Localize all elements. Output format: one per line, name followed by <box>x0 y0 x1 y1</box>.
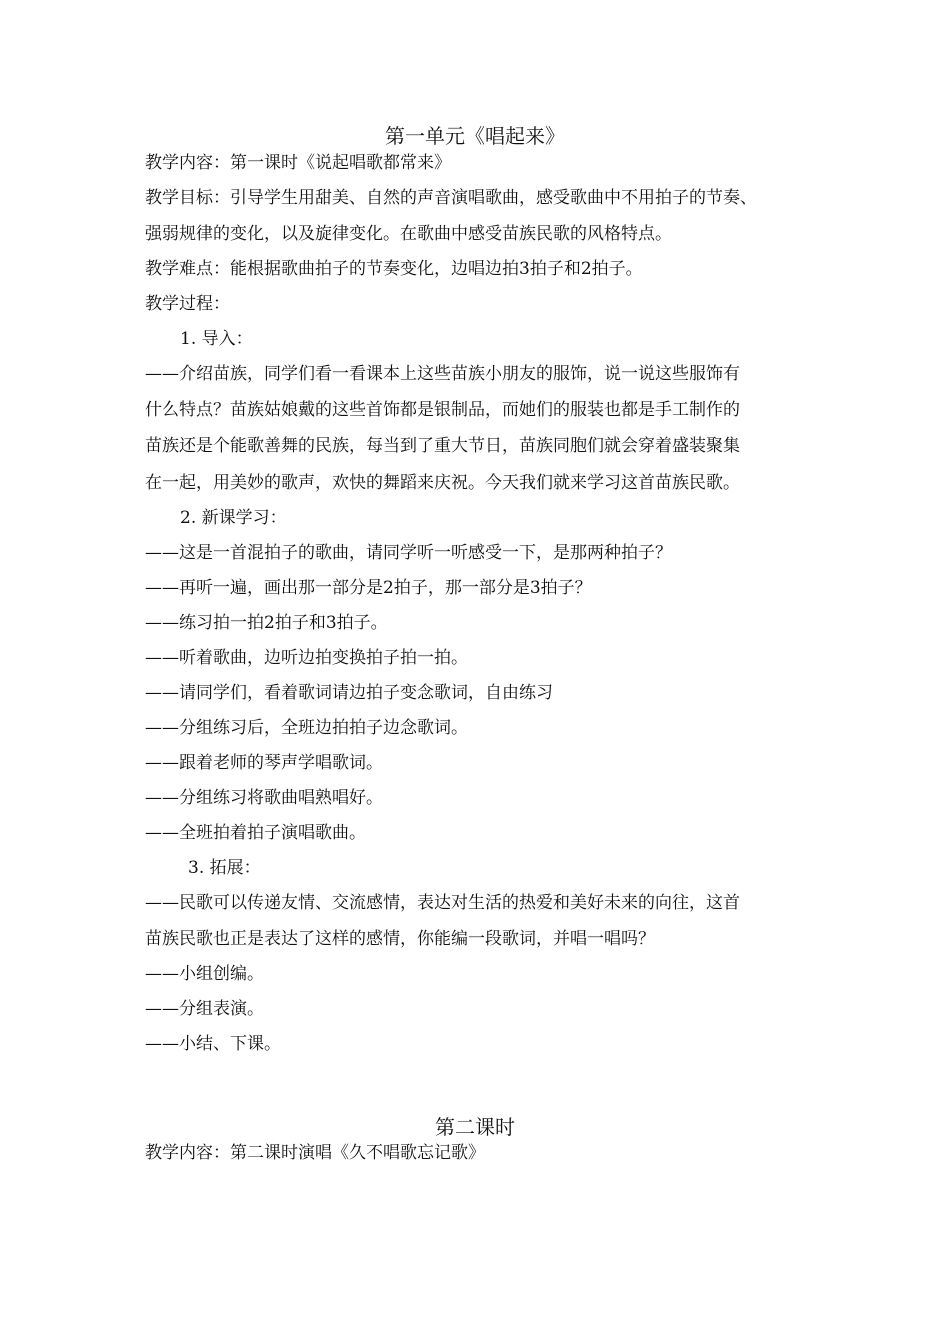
lesson1-goal-line1: 教学目标：引导学生用甜美、自然的声音演唱歌曲，感受歌曲中不用拍子的节奏、 <box>145 188 757 208</box>
step1-line: 什么特点？苗族姑娘戴的这些首饰都是银制品，而她们的服装也都是手工制作的 <box>145 400 740 420</box>
step2-line: ——请同学们，看着歌词请边拍子变念歌词，自由练习 <box>145 683 553 703</box>
step1-line: 苗族还是个能歌善舞的民族，每当到了重大节日，苗族同胞们就会穿着盛装聚集 <box>145 436 740 456</box>
lesson1-content: 教学内容：第一课时《说起唱歌都常来》 <box>145 153 451 173</box>
step2-line: ——分组练习将歌曲唱熟唱好。 <box>145 788 383 808</box>
step3-line: ——小结、下课。 <box>145 1034 281 1054</box>
step2-line: ——听着歌曲，边听边拍变换拍子拍一拍。 <box>145 648 468 668</box>
step1-line: ——介绍苗族，同学们看一看课本上这些苗族小朋友的服饰，说一说这些服饰有 <box>145 364 740 384</box>
lesson2-title: 第二课时 <box>435 1115 515 1139</box>
step3-heading: 3. 拓展： <box>188 858 261 878</box>
step2-line: ——再听一遍，画出那一部分是2拍子，那一部分是3拍子？ <box>145 578 592 598</box>
step3-line: ——小组创编。 <box>145 964 264 984</box>
unit-title: 第一单元《唱起来》 <box>385 124 565 148</box>
step1-heading: 1. 导入： <box>180 329 253 349</box>
step2-line: ——全班拍着拍子演唱歌曲。 <box>145 823 366 843</box>
step3-line: ——民歌可以传递友情、交流感情，表达对生活的热爱和美好未来的向往，这首 <box>145 893 740 913</box>
step3-line: ——分组表演。 <box>145 999 264 1019</box>
step3-line: 苗族民歌也正是表达了这样的感情，你能编一段歌词，并唱一唱吗？ <box>145 929 655 949</box>
lesson1-process: 教学过程： <box>145 294 230 314</box>
step2-heading: 2. 新课学习： <box>180 508 287 528</box>
lesson2-content: 教学内容：第二课时演唱《久不唱歌忘记歌》 <box>145 1143 485 1163</box>
step2-line: ——分组练习后，全班边拍拍子边念歌词。 <box>145 718 468 738</box>
step2-line: ——练习拍一拍2拍子和3拍子。 <box>145 613 388 633</box>
step2-line: ——跟着老师的琴声学唱歌词。 <box>145 753 383 773</box>
lesson1-goal-line2: 强弱规律的变化，以及旋律变化。在歌曲中感受苗族民歌的风格特点。 <box>145 224 672 244</box>
lesson1-difficulty: 教学难点：能根据歌曲拍子的节奏变化，边唱边拍3拍子和2拍子。 <box>145 259 643 279</box>
step1-line: 在一起，用美妙的歌声，欢快的舞蹈来庆祝。今天我们就来学习这首苗族民歌。 <box>145 473 740 493</box>
step2-line: ——这是一首混拍子的歌曲，请同学听一听感受一下，是那两种拍子？ <box>145 543 672 563</box>
